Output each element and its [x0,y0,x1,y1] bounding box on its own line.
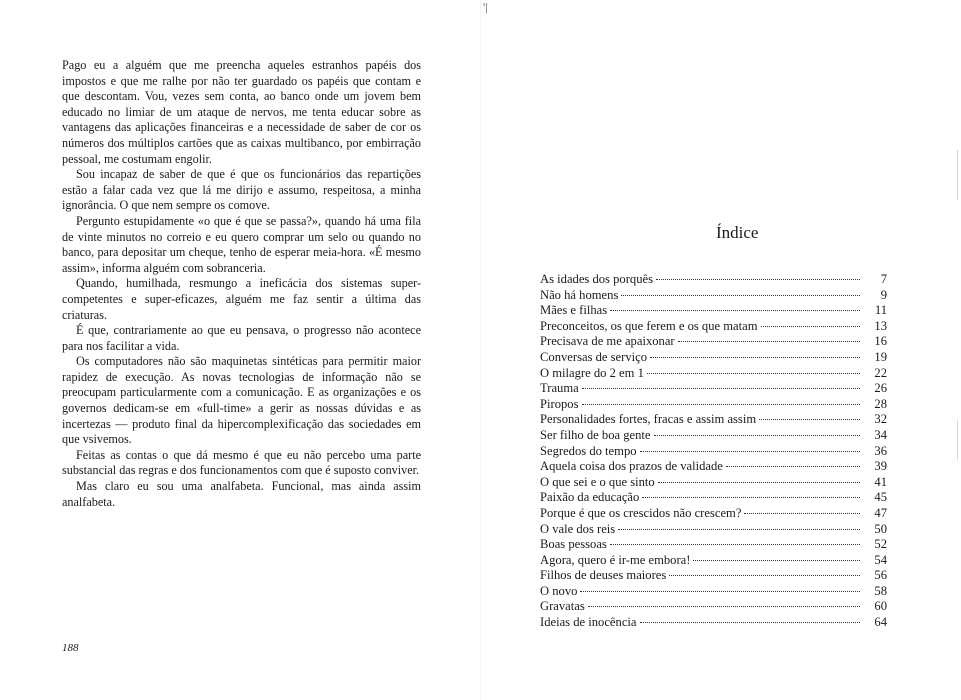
paragraph: Quando, humilhada, resmungo a ineficácia dos sistemas super-competentes e super-eficazes, alguém me faz sentir a última das criaturas. [62,276,421,322]
index-entry [540,506,887,522]
index-entry [540,475,887,491]
index-entry-title: Trauma [540,381,579,396]
dot-leader [582,404,861,405]
dot-leader [582,388,860,389]
dot-leader [678,341,860,342]
index-entry [540,288,887,304]
dot-leader [618,529,860,530]
index-entry [540,334,887,350]
dot-leader [656,279,860,280]
index-title: Índice [716,223,759,242]
index-entry-page: 32 [874,412,887,427]
index-entry-title: Paixão da educação [540,490,640,505]
index-entry [540,522,887,538]
index-entry [540,490,887,506]
index-entry-page: 64 [874,615,887,630]
index-entry [540,444,887,460]
scan-mark: '| [483,0,488,14]
index-entry [540,366,887,382]
index-entry-page: 11 [874,303,887,318]
page-number: 188 [62,642,79,654]
index-entry-title: O novo [540,583,578,598]
index-entry-title: O que sei e o que sinto [540,474,655,489]
dot-leader [588,606,860,607]
dot-leader [693,560,860,561]
index-entry-title: As idades dos porquês [540,272,653,286]
index-entry [540,459,887,475]
index-entry [540,428,887,444]
index-entry-page: 28 [874,396,887,411]
index-entry-title: Precisava de me apaixonar [540,334,675,349]
index-entry-title: Preconceitos, os que ferem e os que matam [540,318,758,333]
index-entry-page: 45 [874,490,887,505]
index-entry-page: 19 [874,349,887,364]
dot-leader [640,451,860,452]
index-entry [540,553,887,569]
index-entry-title: Conversas de serviço [540,349,648,364]
index-entry-page: 47 [874,505,887,520]
index-entry-page: 36 [874,443,887,458]
index-entry-page: 52 [874,537,887,552]
index-entry-page: 41 [874,474,887,489]
dot-leader [761,326,860,327]
scan-edge-mark [957,150,958,200]
dot-leader [744,513,860,514]
index-entry-title: Personalidades fortes, fracas e assim assim [540,412,757,427]
index-entry-title: Gravatas [540,599,585,614]
index-entry-title: O vale dos reis [540,521,616,536]
dot-leader [647,373,860,374]
index-entry [540,584,887,600]
index-entry [540,272,887,288]
index-entry-page: 39 [874,459,887,474]
dot-leader [654,435,860,436]
index-entry [540,412,887,428]
index-entry-page: 56 [874,568,887,583]
paragraph: Mas claro eu sou uma analfabeta. Funcional, mas ainda assim analfabeta. [62,479,421,509]
index-entry [540,537,887,553]
index-entry [540,381,887,397]
index-entry [540,599,887,615]
dot-leader [726,466,860,467]
index-entry-title: Ideias de inocência [540,615,637,630]
index-entry-title: Agora, quero é ir-me embora! [540,552,691,567]
right-page [481,0,961,700]
index-entry-title: Porque é que os crescidos não crescem? [540,505,742,520]
dot-leader [640,622,860,623]
index-entry-title: Não há homens [540,287,619,302]
paragraph: Os computadores não são maquinetas sintéticas para permitir maior rapidez de execução. As novas tecnologias de informação não se preocupam particularmente com a comunicação. E as organizações e os governos dedicam-se em «full-time» a gerir as nossas dúvidas e as incertezas — produto final da hipercomplexificação das sociedades em que vsivemos. [62,354,421,447]
index-entry-page: 26 [874,381,887,396]
left-page [0,0,480,700]
dot-leader [621,295,860,296]
index-entry-page: 16 [874,334,887,349]
dot-leader [650,357,860,358]
paragraph: Feitas as contas o que dá mesmo é que eu não percebo uma parte substancial das regras e dos funcionamentos com que é suposto conviver. [62,447,421,478]
index-entry-title: Piropos [540,396,579,411]
index-entry-title: Mães e filhas [540,303,608,318]
index-entry-title: Aquela coisa dos prazos de validade [540,459,723,474]
index-entry-page: 60 [874,599,887,614]
index-entry-page: 7 [880,272,887,286]
body-text [62,58,421,510]
index-entry-page: 13 [874,318,887,333]
dot-leader [759,419,860,420]
dot-leader [669,575,860,576]
paragraph: Pago eu a alguém que me preencha aqueles estranhos papéis dos impostos e que me ralhe por não ter guardado os papéis que contam e que descontam. Vou, vezes sem conta, ao banco onde um jovem bem educado no limiar de um ataque de nervos, me tenta educar sobre as vantagens das aplicações financeiras e a necessidade de saber de cor os números dos múltiplos cartões que as caixas multibanco, por embirração pessoal, me costumam engolir. [62,58,421,166]
paragraph: Pergunto estupidamente «o que é que se passa?», quando há uma fila de vinte minutos no correio e eu quero comprar um selo ou quando no banco, para depositar um cheque, tenho de esperar meia-hora. «É mesmo assim», informa alguém com sobranceria. [62,213,421,275]
index-entry [540,615,887,631]
dot-leader [610,544,860,545]
dot-leader [610,310,860,311]
paragraph: Sou incapaz de saber de que é que os funcionários das repartições estão a falar cada vez que lá me dirijo e assumo, respeitosa, a minha ignorância. O que nem sempre os comove. [62,167,421,213]
index-entry-page: 9 [880,287,887,302]
index-entry-title: Boas pessoas [540,537,607,552]
index-entry-page: 50 [874,521,887,536]
index-entry-page: 34 [874,427,887,442]
index-list [540,272,887,631]
index-entry [540,303,887,319]
index-entry-title: Ser filho de boa gente [540,427,651,442]
index-entry-title: Filhos de deuses maiores [540,568,667,583]
index-entry [540,319,887,335]
scan-edge-mark [957,420,958,460]
dot-leader [580,591,860,592]
dot-leader [642,497,860,498]
index-entry-page: 22 [874,365,887,380]
index-entry [540,568,887,584]
index-entry [540,350,887,366]
index-entry-page: 54 [874,552,887,567]
index-entry [540,397,887,413]
dot-leader [658,482,860,483]
index-entry-title: O milagre do 2 em 1 [540,365,644,380]
paragraph: É que, contrariamente ao que eu pensava, o progresso não acontece para nos facilitar a vida. [62,323,421,353]
index-entry-page: 58 [874,583,887,598]
index-entry-title: Segredos do tempo [540,443,637,458]
